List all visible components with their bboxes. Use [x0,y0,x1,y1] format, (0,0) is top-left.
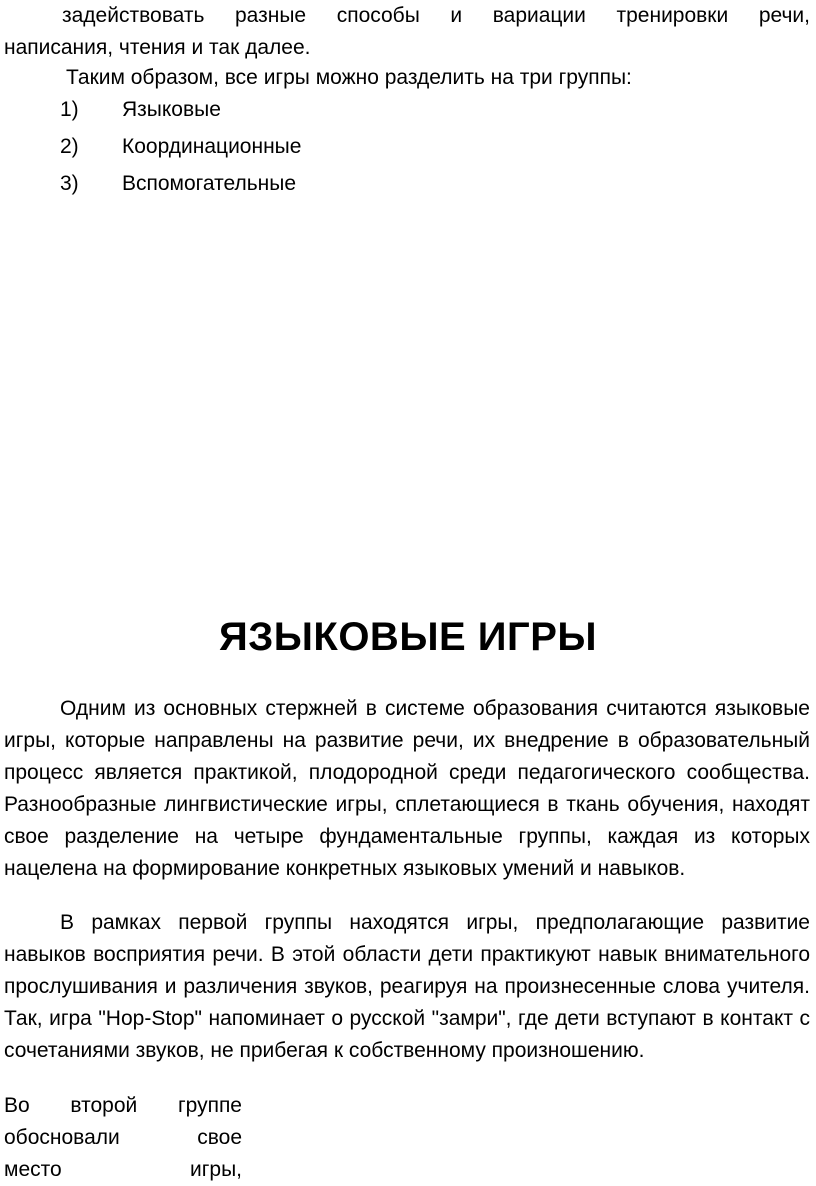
section-heading: ЯЗЫКОВЫЕ ИГРЫ [218,615,598,659]
list-item-label: Координационные [122,135,302,158]
top-paragraph-line2: написания, чтения и так далее. [4,36,311,59]
paragraph-first-group: В рамках первой группы находятся игры, предполагающие развитие навыков восприятия речи. В этой области дети практикуют навык внимательного прослушивания и различения звуков, реагируя на произнесенные слова учителя. Так, игра "Hop-Stop" напоминает о русской "замри", где дети вступают в контакт с сочетаниями звуков, не прибегая к собственному произношению. [4,911,810,1062]
paragraph-language-games-intro: Одним из основных стержней в системе образования считаются языковые игры, которые направлены на развитие речи, их внедрение в образовательный процесс является практикой, плодородной среди педагогического сообщества. Разнообразные лингвистические игры, сплетающиеся в ткань обучения, находят свое разделение на четыре фундаментальные группы, каждая из которых нацелена на формирование конкретных языковых умений и навыков. [4,697,810,880]
list-item-number: 1) [60,98,79,121]
groups-list [60,94,301,205]
fragment-line: обосновали свое [4,1126,242,1149]
list-item-number: 2) [60,135,79,158]
list-item-number: 3) [60,172,79,195]
list-item [60,131,301,168]
fragment-line: Во второй группе [4,1094,242,1117]
paragraph-second-group-fragment [4,1090,242,1186]
intro-sentence: Таким образом, все игры можно разделить на три группы: [66,66,632,89]
top-paragraph-line1: задействовать разные способы и вариации тренировки речи, [62,4,810,27]
list-item-label: Вспомогательные [122,172,297,195]
list-item-label: Языковые [122,98,221,121]
list-item [60,94,301,131]
list-item [60,168,301,205]
fragment-line: место игры, [4,1158,242,1181]
